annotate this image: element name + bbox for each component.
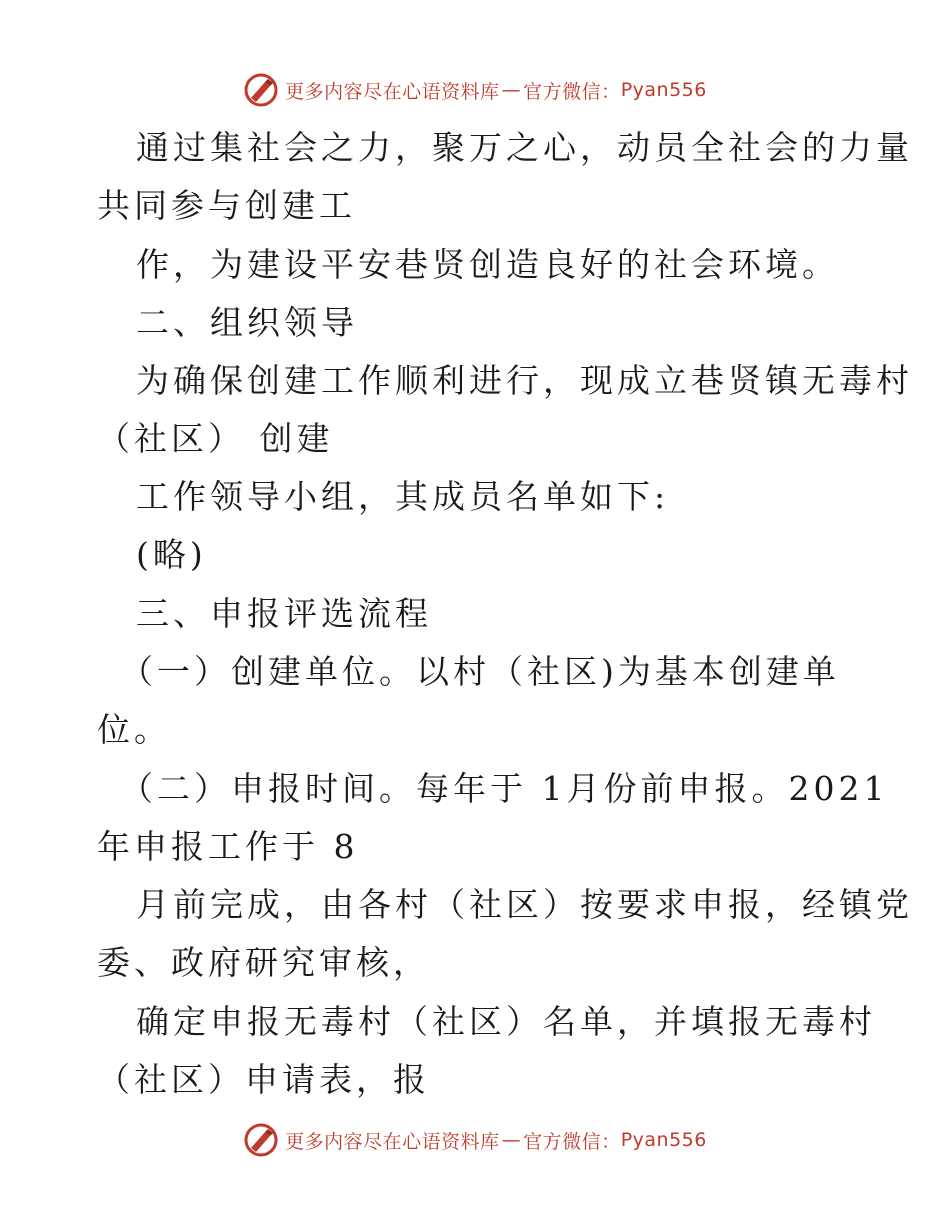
pen-logo-icon <box>243 72 279 108</box>
pen-logo-icon <box>243 1122 279 1158</box>
text-line: （二）申报时间。每年于 1月份前申报。2021 <box>120 769 889 808</box>
text-line: 月前完成，由各村（社区）按要求申报，经镇党 <box>136 885 913 924</box>
watermark-brand-text: 更多内容尽在心语资料库 <box>285 1130 500 1153</box>
watermark-brand-text: 更多内容尽在心语资料库 <box>285 80 500 103</box>
text-line: 工作领导小组，其成员名单如下: <box>136 477 670 516</box>
text-line: 年申报工作于 8 <box>97 827 359 866</box>
watermark-wechat-id: Pyan556 <box>620 79 707 101</box>
text-line: 作，为建设平安巷贤创造良好的社会环境。 <box>136 245 839 284</box>
watermark-separator: — <box>501 79 522 101</box>
section-heading: 二、组织领导 <box>136 303 358 342</box>
watermark-wechat-id: Pyan556 <box>620 1129 707 1151</box>
text-line: （一）创建单位。以村（社区)为基本创建单 <box>120 652 840 691</box>
watermark-wechat-label: 官方微信： <box>523 1130 621 1153</box>
text-line: 确定申报无毒村（社区）名单，并填报无毒村 <box>136 1002 876 1041</box>
footer-watermark <box>0 1120 950 1160</box>
text-line: 为确保创建工作顺利进行，现成立巷贤镇无毒村 <box>136 361 913 400</box>
text-line: (略) <box>136 535 207 574</box>
watermark-wechat-label: 官方微信： <box>523 80 621 103</box>
text-line: 位。 <box>97 710 171 749</box>
text-line: 共同参与创建工 <box>97 186 356 225</box>
text-line: （社区）申请表，报 <box>97 1060 430 1099</box>
text-line: （社区） 创建 <box>97 419 334 458</box>
text-line: 委、政府研究审核， <box>97 943 430 982</box>
text-line: 通过集社会之力，聚万之心，动员全社会的力量 <box>136 128 913 167</box>
header-watermark <box>0 70 950 110</box>
watermark-separator: — <box>501 1129 522 1151</box>
section-heading: 三、申报评选流程 <box>136 594 432 633</box>
